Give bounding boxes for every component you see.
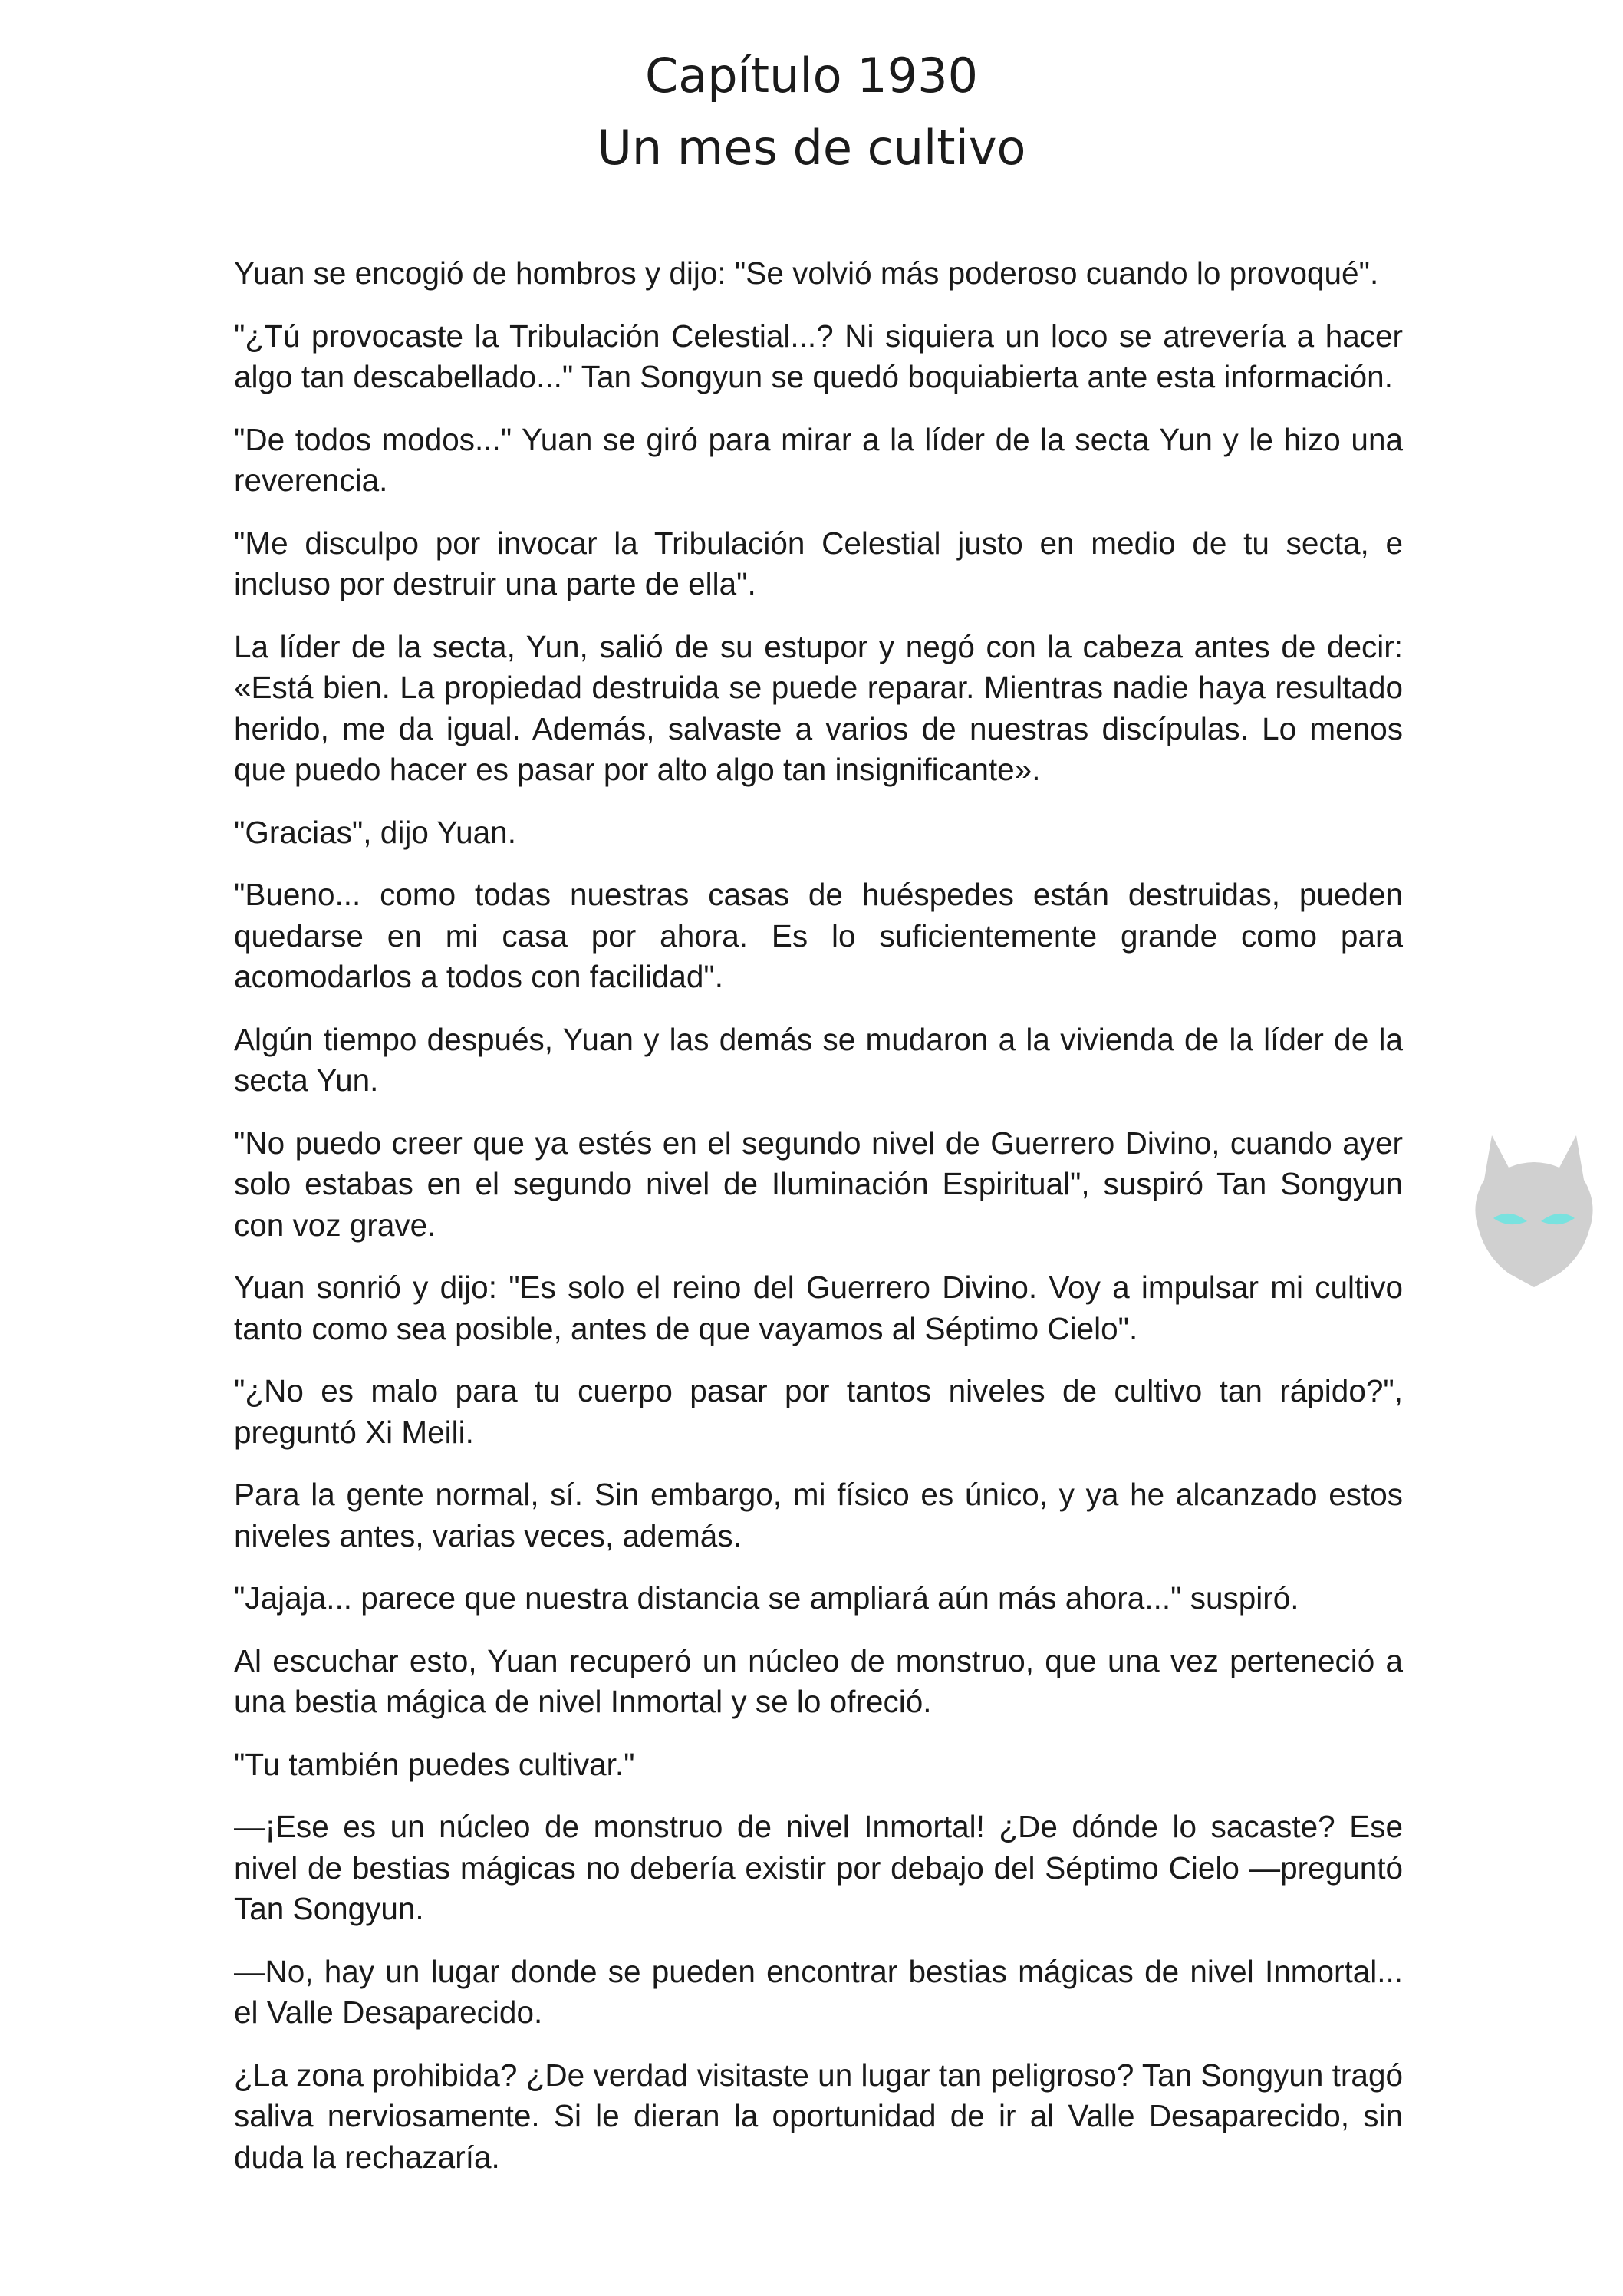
chapter-title: Un mes de cultivo xyxy=(597,120,1026,176)
paragraph-16: —¡Ese es un núcleo de monstruo de nivel Inmortal! ¿De dónde lo sacaste? Ese nivel de bestias mágicas no debería existir por debajo del Séptimo Cielo —preguntó Tan Songyun. xyxy=(234,1809,1403,1926)
chapter-body xyxy=(234,253,1403,2199)
paragraph-6: "Gracias", dijo Yuan. xyxy=(234,814,516,850)
paragraph-8: Algún tiempo después, Yuan y las demás se mudaron a la vivienda de la líder de la secta Yun. xyxy=(234,1021,1403,1098)
paragraph-7: "Bueno... como todas nuestras casas de huéspedes están destruidas, pueden quedarse en mi casa por ahora. Es lo suficientemente grande como para acomodarlos a todos con facilidad". xyxy=(234,877,1403,994)
paragraph-3: "De todos modos..." Yuan se giró para mirar a la líder de la secta Yun y le hizo una reverencia. xyxy=(234,421,1403,498)
paragraph-13: "Jajaja... parece que nuestra distancia se ampliará aún más ahora..." suspiró. xyxy=(234,1580,1299,1616)
paragraph-15: "Tu también puedes cultivar." xyxy=(234,1746,635,1782)
paragraph-12: Para la gente normal, sí. Sin embargo, mi físico es único, y ya he alcanzado estos niveles antes, varias veces, además. xyxy=(234,1477,1403,1553)
paragraph-9: "No puedo creer que ya estés en el segundo nivel de Guerrero Divino, cuando ayer solo estabas en el segundo nivel de Iluminación Espiritual", suspiró Tan Songyun con voz grave. xyxy=(234,1125,1403,1243)
paragraph-5: La líder de la secta, Yun, salió de su estupor y negó con la cabeza antes de decir: «Está bien. La propiedad destruida se puede reparar. Mientras nadie haya resultado herido, me da igual. Además, salvaste a varios de nuestras discípulas. Lo menos que puedo hacer es pasar por alto algo tan insignificante». xyxy=(234,628,1403,787)
paragraph-18: ¿La zona prohibida? ¿De verdad visitaste un lugar tan peligroso? Tan Songyun tragó saliva nerviosamente. Si le dieran la oportunidad de ir al Valle Desaparecido, sin duda la rechazaría. xyxy=(234,2057,1403,2175)
demon-head-shape xyxy=(1475,1135,1592,1287)
paragraph-1: Yuan se encogió de hombros y dijo: "Se volvió más poderoso cuando lo provoqué". xyxy=(234,255,1379,291)
paragraph-2: "¿Tú provocaste la Tribulación Celestial...? Ni siquiera un loco se atrevería a hacer algo tan descabellado..." Tan Songyun se quedó boquiabierta ante esta información. xyxy=(234,318,1403,394)
paragraph-17: —No, hay un lugar donde se pueden encontrar bestias mágicas de nivel Inmortal... el Valle Desaparecido. xyxy=(234,1953,1403,2030)
paragraph-14: Al escuchar esto, Yuan recuperó un núcleo de monstruo, que una vez perteneció a una bestia mágica de nivel Inmortal y se lo ofreció. xyxy=(234,1642,1403,1719)
paragraph-11: "¿No es malo para tu cuerpo pasar por tantos niveles de cultivo tan rápido?", preguntó Xi Meili. xyxy=(234,1373,1403,1450)
paragraph-10: Yuan sonrió y dijo: "Es solo el reino del Guerrero Divino. Voy a impulsar mi cultivo tanto como sea posible, antes de que vayamos al Séptimo Cielo". xyxy=(234,1270,1403,1346)
paragraph-4: "Me disculpo por invocar la Tribulación Celestial justo en medio de tu secta, e incluso por destruir una parte de ella". xyxy=(234,525,1403,601)
chapter-number: Capítulo 1930 xyxy=(644,48,979,104)
chapter-heading xyxy=(0,40,1623,184)
demon-head-icon xyxy=(1461,1120,1607,1296)
